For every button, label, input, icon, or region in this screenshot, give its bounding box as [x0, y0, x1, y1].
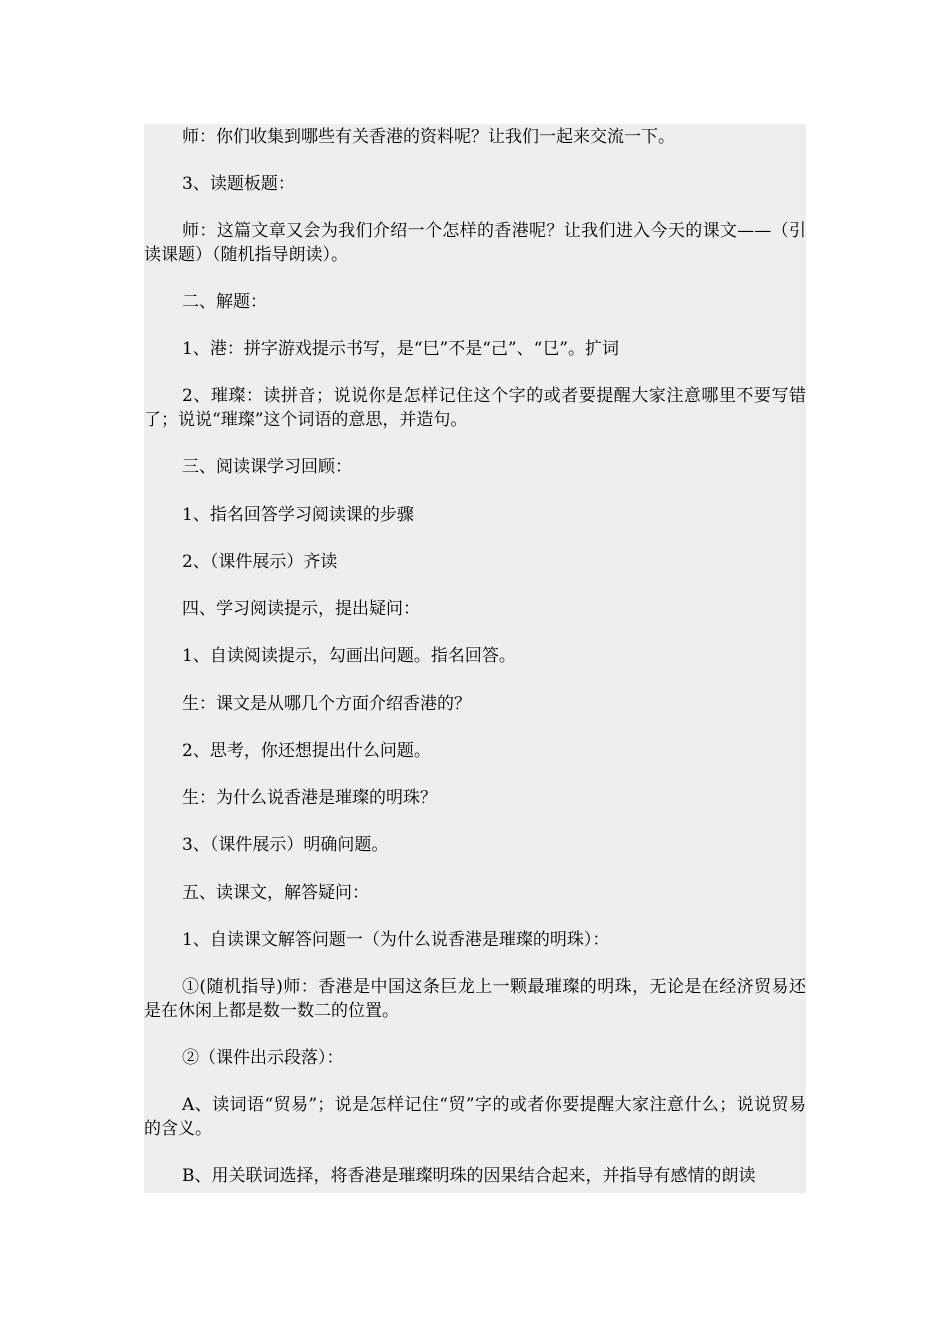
paragraph: 四、学习阅读提示，提出疑问：: [182, 599, 420, 619]
paragraph: ②（课件出示段落）：: [182, 1048, 344, 1068]
paragraph: 师：你们收集到哪些有关香港的资料呢？让我们一起来交流一下。: [182, 127, 675, 147]
paragraph: 2、思考，你还想提出什么问题。: [182, 741, 431, 761]
paragraph: ①(随机指导)师：香港是中国这条巨龙上一颗最璀璨的明珠，无论是在经济贸易还是在休闲上都是数一数二的位置。: [144, 977, 806, 1021]
paragraph: 1、自读课文解答问题一（为什么说香港是璀璨的明珠）：: [182, 930, 610, 950]
paragraph: 师：这篇文章又会为我们介绍一个怎样的香港呢？让我们进入今天的课文——（引读课题）（随机指导朗读）。: [144, 221, 806, 265]
paragraph: 2、璀璨：读拼音；说说你是怎样记住这个字的或者要提醒大家注意哪里不要写错了；说说“璀璨”这个词语的意思，并造句。: [144, 386, 806, 430]
paragraph: 二、解题：: [182, 292, 267, 312]
paragraph: 1、自读阅读提示，勾画出问题。指名回答。: [182, 646, 516, 666]
document-text-block: [144, 124, 806, 1193]
paragraph: 2、（课件展示）齐读: [182, 552, 338, 572]
paragraph: A、读词语“贸易”；说是怎样记住“贸”字的或者你要提醒大家注意什么；说说贸易的含义。: [144, 1095, 806, 1139]
paragraph: 1、指名回答学习阅读课的步骤: [182, 505, 414, 525]
paragraph: B、用关联词选择，将香港是璀璨明珠的因果结合起来，并指导有感情的朗读: [182, 1166, 756, 1186]
paragraph: 3、读题板题：: [182, 174, 295, 194]
paragraph: 3、（课件展示）明确问题。: [182, 835, 389, 855]
paragraph: 1、港：拼字游戏提示书写，是“巳”不是“己”、“㔾”。扩词: [182, 339, 619, 359]
paragraph: 三、阅读课学习回顾：: [182, 457, 352, 477]
paragraph: 生：为什么说香港是璀璨的明珠？: [182, 788, 437, 808]
paragraph: 五、读课文，解答疑问：: [182, 883, 369, 903]
paragraph: 生：课文是从哪几个方面介绍香港的？: [182, 694, 471, 714]
